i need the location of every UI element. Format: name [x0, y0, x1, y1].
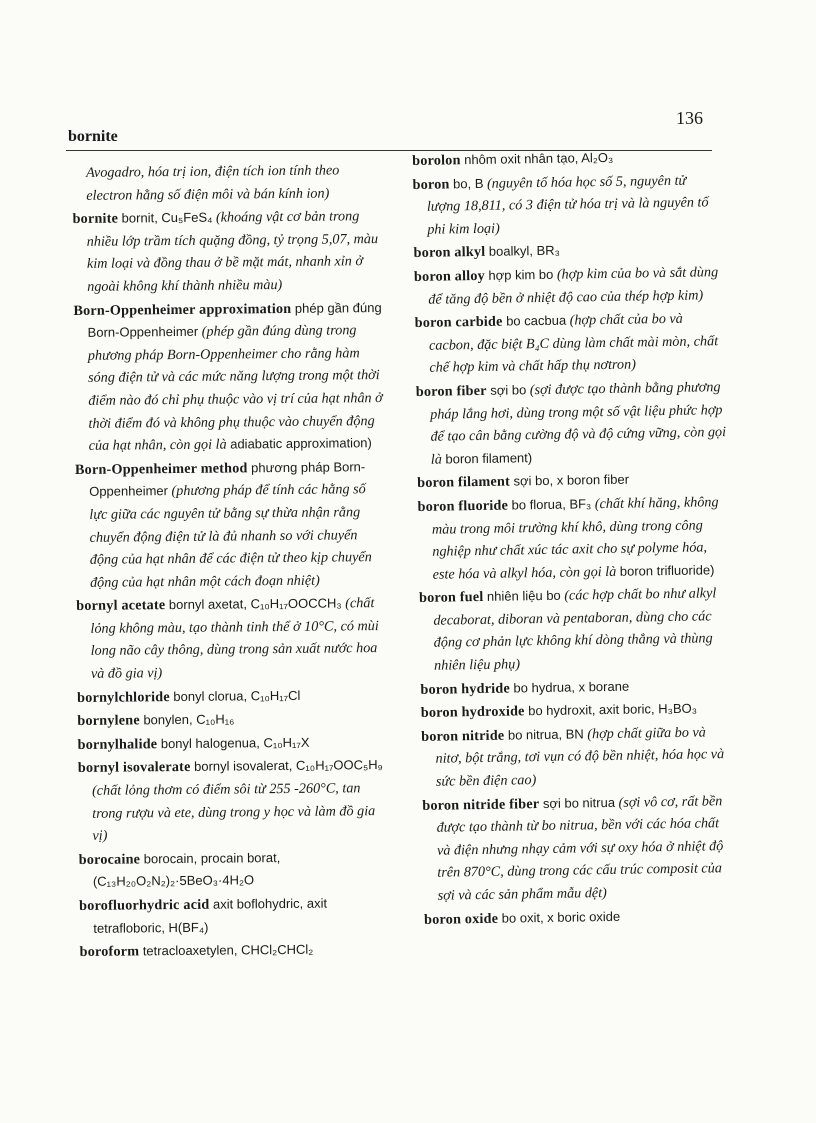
entry-translation: bornyl axetat, C₁₀H₁₇OOCCH₃ — [168, 595, 342, 613]
entry-term: boron alloy — [413, 267, 486, 285]
entry-definition: (chất lỏng thơm có điểm sôi từ 255 -260°C, tan trong rượu và ete, dùng trong y học và làm đồ gia vị) — [91, 780, 376, 845]
entry-term: boron hydride — [420, 680, 511, 698]
dictionary-entry — [79, 846, 389, 894]
entry-term: boron filament — [417, 473, 511, 492]
entry-term: bornylhalide — [77, 736, 158, 753]
dictionary-entry — [415, 307, 726, 380]
entry-definition: (hợp kim của bo và sắt dùng để tăng độ bền ở nhiệt độ cao của thép hợp kim) — [428, 264, 719, 308]
entry-term: boron nitride fiber — [422, 795, 540, 814]
entry-translation: phép gần đúng Born-Oppenheimer — [87, 299, 382, 341]
entry-translation: bo florua, BF₃ — [511, 496, 592, 513]
dictionary-entry — [77, 684, 387, 710]
entry-definition: (sợi vô cơ, rất bền được tạo thành từ bo nitrua, bền với các hóa chất và điện nhưng nhạy cảm với sự oxy hóa ở nhiệt độ trên 870°C, dùng trong các cấu trúc composit của sợi và các sản phẩm mẫu dệt) — [436, 792, 724, 904]
entry-definition: (chất khí hăng, không màu trong môi trường khí khô, dùng trong công nghiệp như chất xúc tác axit cho sự polyme hóa, este hóa và alkyl hóa, còn gọi là — [431, 494, 719, 583]
entry-term: boron oxide — [423, 910, 499, 928]
dictionary-entry — [424, 904, 734, 931]
entry-term: bornylchloride — [77, 688, 170, 706]
dictionary-entry — [76, 592, 387, 685]
entry-definition-tail: boron filament) — [445, 449, 533, 467]
dictionary-entry — [72, 159, 382, 207]
dictionary-entry — [72, 205, 383, 298]
entry-translation: bornit, Cu₅FeS₄ — [121, 209, 213, 226]
dictionary-entry — [73, 297, 385, 458]
entry-translation: hợp kim bo — [488, 266, 554, 283]
entry-definition: (hợp chất của bo và cacbon, đặc biệt B₄C dùng làm chất mài mòn, chất chế hợp kim và chất hấp thụ nơtron) — [428, 310, 719, 377]
entry-definition: (sợi được tạo thành bằng phương pháp lắng hơi, dùng trong một số vật liệu phức hợp để tạo cân bằng cường độ và độ cứng vững, còn gọi là — [430, 379, 727, 468]
entry-translation: nhôm oxit nhân tạo, Al₂O₃ — [464, 149, 614, 168]
entry-translation: bonyl clorua, C₁₀H₁₇Cl — [173, 687, 301, 704]
dictionary-entry — [416, 376, 727, 471]
entry-translation: bo, B — [452, 175, 484, 191]
entry-translation: bo cacbua — [506, 312, 567, 329]
entry-term: bornyl acetate — [76, 597, 166, 615]
entry-term: boron — [412, 176, 450, 193]
entry-translation: sợi bo — [490, 382, 527, 398]
entry-term: Born-Oppenheimer method — [74, 460, 248, 478]
entry-translation: bo nitrua, BN — [507, 726, 584, 743]
entry-translation: tetracloaxetylen, CHCl₂CHCl₂ — [142, 941, 314, 959]
dictionary-entry — [79, 938, 389, 964]
entry-definition-tail: boron trifluoride) — [619, 561, 715, 579]
dictionary-entry — [414, 261, 725, 311]
entry-term: borofluorhydric acid — [79, 896, 210, 914]
dictionary-entry — [77, 707, 387, 733]
entry-translation: sợi bo, x boron fiber — [513, 471, 630, 489]
entry-definition: (nguyên tố hóa học số 5, nguyên tử lượng 18,811, có 3 điện tử hóa trị và là nguyên tố phi kim loại) — [426, 172, 709, 238]
right-column — [412, 145, 734, 932]
entry-definition: (các hợp chất bo như alkyl decaborat, diboran và pentaboran, dùng cho các động cơ phản lực không khí dòng thẳng và thùng nhiên liệu phụ) — [433, 585, 717, 674]
entry-translation: sợi bo nitrua — [542, 794, 616, 811]
entry-definition-tail: adiabatic approximation) — [230, 435, 372, 452]
entry-translation: bo hydroxit, axit boric, H₃BO₃ — [528, 700, 698, 719]
page-number: 136 — [676, 108, 703, 128]
entry-term: Born-Oppenheimer approximation — [73, 300, 292, 319]
entry-translation: bonyl halogenua, C₁₀H₁₇X — [160, 734, 310, 752]
entry-translation: boalkyl, BR₃ — [488, 243, 561, 260]
running-head-word: bornite — [68, 128, 118, 145]
entry-translation: bo oxit, x boric oxide — [501, 908, 621, 926]
dictionary-entry — [78, 754, 389, 847]
entry-term: boron hydroxide — [420, 703, 525, 722]
dictionary-entry — [422, 790, 734, 908]
dictionary-entry — [75, 456, 386, 595]
entry-translation: nhiên liệu bo — [486, 588, 561, 605]
entry-term: boron nitride — [421, 727, 505, 745]
dictionary-entry — [79, 892, 389, 940]
entry-definition: (hợp chất giữa bo và nitơ, bột trắng, tơi vụn có độ bền nhiệt, hóa học và sức bền điện cao) — [435, 724, 725, 790]
dictionary-entry — [421, 721, 732, 794]
dictionary-entry — [412, 169, 723, 242]
entry-term: bornylene — [77, 712, 140, 730]
entry-term: boron alkyl — [413, 244, 486, 262]
entry-translation: axit boflohydric, axit tetrafloboric, H(BF₄) — [93, 895, 328, 936]
entry-term: boroform — [79, 943, 140, 961]
left-column — [72, 159, 390, 965]
entry-definition: (chất lỏng không màu, tạo thành tinh thể ở 10°C, có mùi long não cây thông, dùng trong sản xuất nước hoa và đồ gia vị) — [90, 595, 379, 682]
entry-translation: borocain, procain borat, (C₁₃H₂₀O₂N₂)₂·5BeO₃·4H₂O — [92, 849, 281, 890]
entry-term: borolon — [412, 152, 461, 169]
entry-definition: Avogadro, hóa trị ion, điện tích ion tính theo electron hằng số điện môi và bán kính ion) — [86, 162, 340, 204]
dictionary-entry — [419, 582, 730, 677]
entry-translation: bornyl isovalerat, C₁₀H₁₇OOC₅H₉ — [194, 757, 383, 775]
entry-translation: bonylen, C₁₀H₁₆ — [143, 711, 235, 728]
entry-term: borocaine — [78, 851, 141, 868]
entry-definition: (khoáng vật cơ bản trong nhiều lớp trầm tích quặng đồng, tỷ trọng 5,07, màu kim loại và đồng thau ở bề mặt mát, nhanh xỉn ở ngoài không khí thành nhiều màu) — [86, 208, 379, 295]
entry-term: boron carbide — [414, 313, 503, 332]
entry-term: bornite — [72, 210, 119, 228]
entry-translation: bo hydrua, x borane — [513, 678, 630, 696]
entry-definition: (phép gần đúng dùng trong phương pháp Born-Oppenheimer cho rằng hàm sóng điện tử và các mức năng lượng trong một thời điểm nào đó chỉ phụ thuộc vào vị trí của hạt nhân ở thời điểm đó và không phụ thuộc vào chuyển động của hạt nhân, còn gọi là — [87, 322, 383, 454]
entry-term: boron fluoride — [417, 497, 509, 515]
entry-term: bornyl isovalerate — [77, 759, 191, 777]
entry-term: boron fuel — [418, 589, 484, 607]
dictionary-entry — [77, 731, 387, 757]
entry-definition: (phương pháp để tính các hằng số lực giữa các nguyên tử bằng sự thừa nhận rằng chuyển động điện tử là đủ nhanh so với chuyển động của hạt nhân để các điện tử theo kịp chuyển động của hạt nhân một cách đoạn nhiệt) — [89, 481, 372, 591]
dictionary-entry — [417, 491, 728, 586]
entry-term: boron fiber — [415, 382, 487, 400]
entry-translation: phương pháp Born-Oppenheimer — [89, 458, 366, 500]
